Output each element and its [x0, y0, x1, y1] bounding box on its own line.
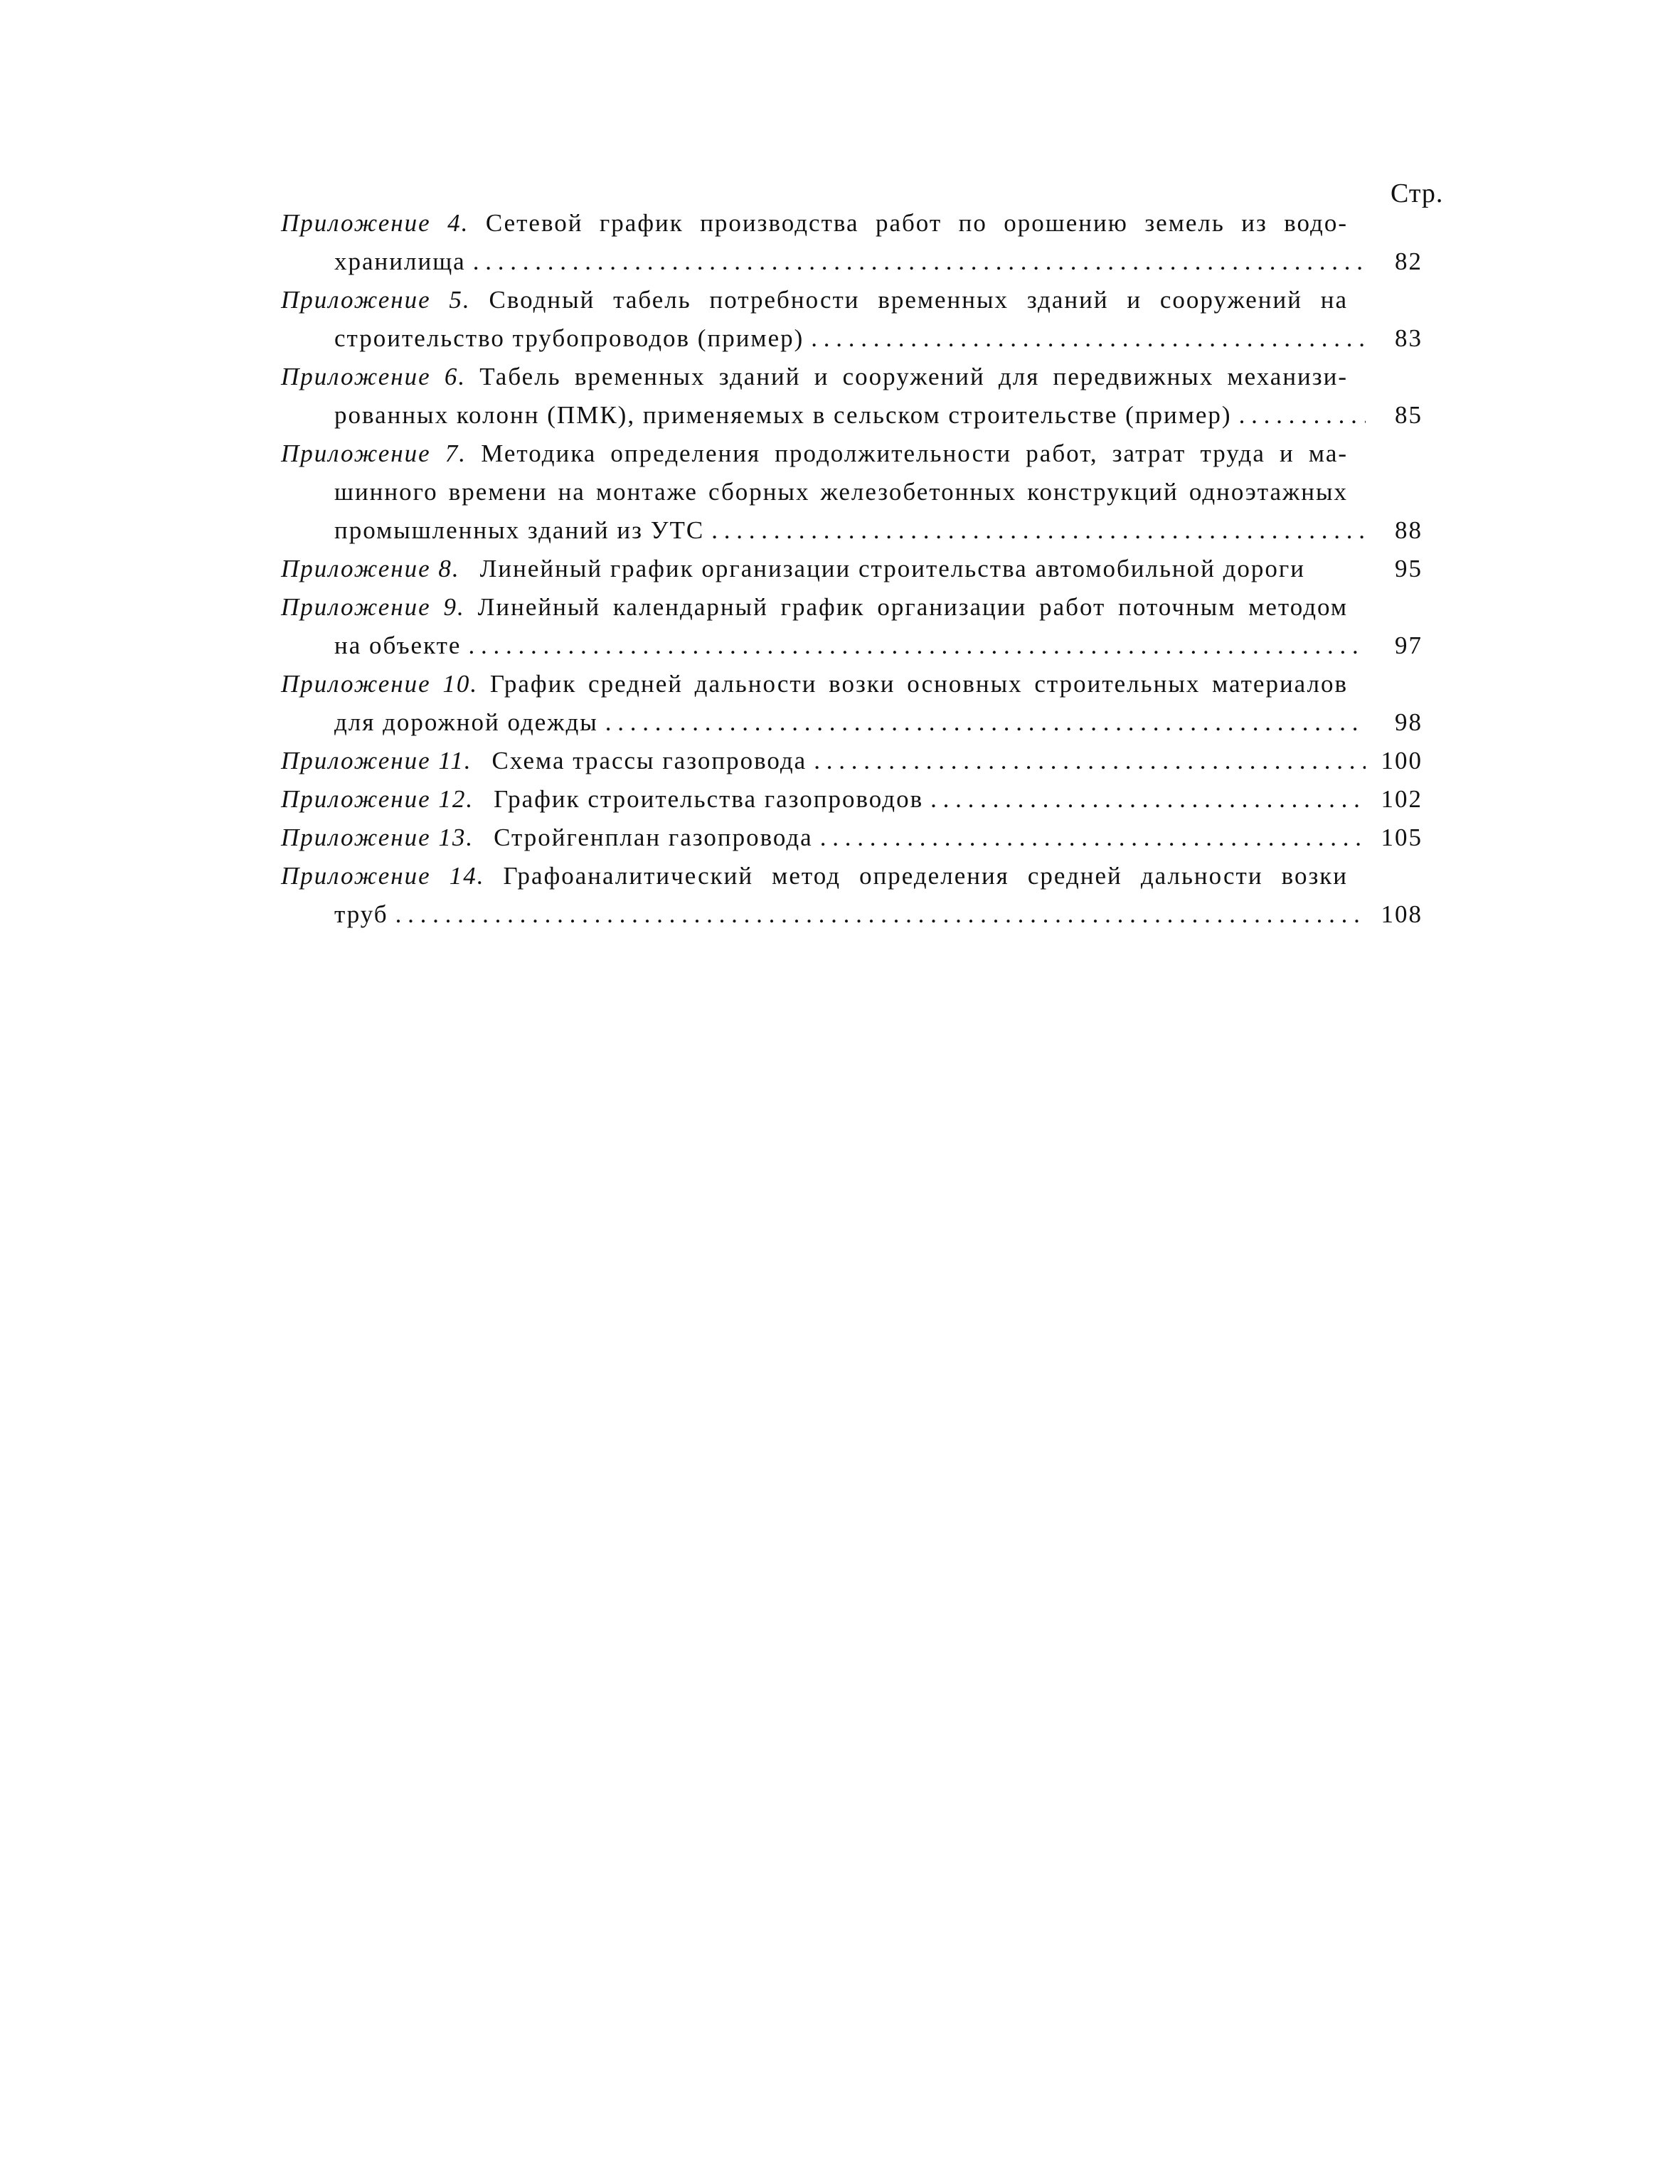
- dot-leader: [468, 627, 1366, 665]
- toc-entry-title-end: для дорожной одежды: [334, 708, 598, 736]
- toc-entry-title-end: промышленных зданий из УТС: [334, 516, 705, 544]
- toc-entry: [281, 204, 1433, 281]
- dot-leader: [820, 819, 1366, 857]
- toc-entry-title: Схема трассы газопровода: [491, 747, 807, 774]
- toc-entry-title: График строительства газопроводов: [494, 785, 924, 813]
- toc-entry: [281, 358, 1433, 435]
- dot-leader: [711, 511, 1366, 550]
- page-number: 108: [1381, 900, 1423, 928]
- page-number: 88: [1395, 516, 1423, 544]
- toc-entry: [281, 550, 1433, 588]
- toc-entry-last-line: [281, 550, 1423, 588]
- appendix-label: Приложение 13.: [281, 824, 474, 851]
- toc-entry-title: Линейный календарный график организации работ поточным методом: [477, 593, 1349, 621]
- toc-entry-title-end: рованных колонн (ПМК), применяемых в сельском строительстве (пример): [334, 401, 1232, 429]
- toc-entry-last-line: [281, 780, 1423, 819]
- appendix-label: Приложение 11.: [281, 747, 472, 774]
- page-number: 97: [1395, 632, 1423, 659]
- dot-leader: [811, 319, 1366, 358]
- toc-entry-last-line: [281, 511, 1423, 550]
- toc-entry-title-cont: шинного времени на монтаже сборных железобетонных конструкций одноэтажных: [334, 478, 1348, 506]
- toc-entry: [281, 857, 1433, 934]
- toc-entry-last-line: [281, 627, 1423, 665]
- toc-entry-text: [281, 780, 923, 819]
- appendix-label: Приложение 14.: [281, 862, 485, 890]
- dot-leader: [605, 703, 1366, 742]
- toc-entry-line: [281, 473, 1348, 511]
- toc-entry: [281, 588, 1433, 665]
- appendix-label: Приложение 4.: [281, 209, 469, 237]
- toc-entry-title: Стройгенплан газопровода: [494, 824, 813, 851]
- toc-entry-line: [281, 281, 1348, 319]
- appendix-label: Приложение 9.: [281, 593, 465, 621]
- toc-entry-line: [281, 665, 1348, 703]
- page-number: 85: [1395, 401, 1423, 429]
- table-of-contents: [281, 178, 1433, 934]
- appendix-label: Приложение 10.: [281, 670, 479, 698]
- toc-entry-line: [281, 358, 1348, 396]
- toc-entry-title: Методика определения продолжительности работ, затрат труда и ма-: [481, 440, 1349, 467]
- toc-entry-last-line: [281, 319, 1423, 358]
- dot-leader: [473, 243, 1366, 281]
- toc-entry-title: Табель временных зданий и сооружений для передвижных механизи-: [479, 363, 1349, 390]
- dot-leader: [395, 895, 1366, 934]
- appendix-label: Приложение 7.: [281, 440, 467, 467]
- toc-entry: [281, 780, 1433, 819]
- toc-entry-last-line: [281, 703, 1423, 742]
- toc-entry-last-line: [281, 895, 1423, 934]
- toc-entry-line: [281, 857, 1348, 895]
- dot-leader: [1239, 396, 1366, 435]
- page-number: 83: [1395, 324, 1423, 352]
- toc-entry-title-end: труб: [334, 900, 388, 928]
- toc-entry: [281, 665, 1433, 742]
- toc-entry-title-end: строительство трубопроводов (пример): [334, 324, 804, 352]
- toc-entry-title: Сетевой график производства работ по орошению земель из водо-: [485, 209, 1349, 237]
- toc-entry-title: Графоаналитический метод определения средней дальности возки: [503, 862, 1349, 890]
- appendix-label: Приложение 5.: [281, 286, 471, 314]
- toc-entry-title-end: хранилища: [334, 247, 466, 275]
- appendix-label: Приложение 8.: [281, 555, 460, 582]
- toc-entry-last-line: [281, 243, 1423, 281]
- toc-entry-title: График средней дальности возки основных строительных материалов: [489, 670, 1349, 698]
- toc-entry-line: [281, 435, 1348, 473]
- page-number: 82: [1395, 247, 1423, 275]
- dot-leader: [930, 780, 1366, 819]
- toc-entry-title: Линейный график организации строительства автомобильной дороги: [479, 555, 1306, 582]
- page-number: 98: [1395, 708, 1423, 736]
- toc-entry-text: [281, 819, 813, 857]
- page-number: 105: [1381, 824, 1423, 851]
- toc-entry: [281, 742, 1433, 780]
- appendix-label: Приложение 6.: [281, 363, 467, 390]
- toc-entry-text: [281, 550, 1305, 588]
- page-column-header: Стр.: [1391, 179, 1444, 208]
- toc-entry-title-end: на объекте: [334, 632, 462, 659]
- toc-entry-line: [281, 204, 1348, 243]
- toc-entry-last-line: [281, 396, 1423, 435]
- page-number: 102: [1381, 785, 1423, 813]
- toc-entry-last-line: [281, 819, 1423, 857]
- toc-entry-title: Сводный табель потребности временных зданий и сооружений на: [489, 286, 1348, 314]
- page-number: 100: [1381, 747, 1423, 774]
- appendix-label: Приложение 12.: [281, 785, 474, 813]
- page-number: 95: [1395, 555, 1423, 582]
- toc-entry: [281, 281, 1433, 358]
- toc-entry-line: [281, 588, 1348, 627]
- dot-leader: [814, 742, 1366, 780]
- toc-entry-last-line: [281, 742, 1423, 780]
- toc-entry: [281, 819, 1433, 857]
- toc-entry-text: [281, 742, 807, 780]
- toc-entry: [281, 435, 1433, 550]
